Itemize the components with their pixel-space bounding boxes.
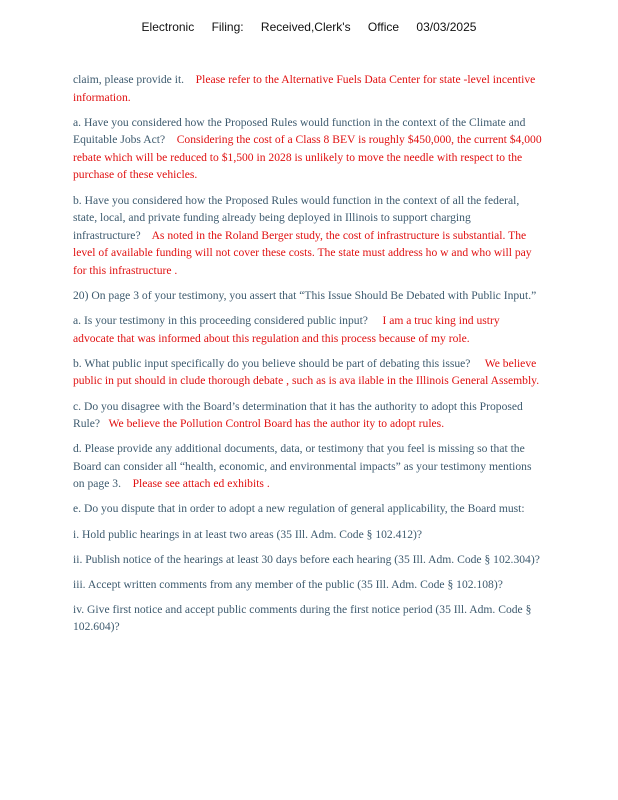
- question-text: i. Hold public hearings in at least two areas (35 Ill. Adm. Code § 102.412)?: [73, 527, 423, 541]
- paragraph-q-a-cejacontext: [73, 114, 543, 184]
- question-text: d. Please provide any additional documents, data, or testimony that you feel is missing so that the Board can consider all “health, economic, and environmental impacts” as your testimony mentions on page 3.: [73, 442, 532, 491]
- answer-text: Considering the cost of a Class 8 BEV is roughly $450,000, the current $4,000 rebate which will be reduced to $1,500 in 2028 is unlikely to move the needle with respect to the purchase of these vehicles.: [73, 133, 542, 182]
- answer-text: Please see attach ed exhibits .: [132, 477, 270, 491]
- paragraph-q-20e-ii: [73, 551, 543, 569]
- question-text: 20) On page 3 of your testimony, you assert that “This Issue Should Be Debated with Public Input.”: [73, 289, 537, 303]
- answer-text: As noted in the Roland Berger study, the cost of infrastructure is substantial. The level of available funding will not cover these costs. The state must address ho w and who will pay for this infrastructure .: [73, 228, 532, 277]
- answer-text: I am a truc king ind ustry advocate that was informed about this regulation and this process because of my role.: [73, 314, 500, 345]
- paragraph-q-20e-iv: [73, 601, 543, 636]
- paragraph-q-20e-i: [73, 526, 543, 544]
- paragraph-q-20c: [73, 398, 543, 433]
- paragraph-q-b-funding: [73, 192, 543, 280]
- paragraph-q-20d: [73, 440, 543, 493]
- filing-header: [0, 20, 618, 34]
- question-text: iii. Accept written comments from any member of the public (35 Ill. Adm. Code § 102.108)?: [73, 577, 503, 591]
- answer-text: We believe the Pollution Control Board has the author ity to adopt rules.: [108, 417, 445, 431]
- header-office: Office: [367, 20, 400, 34]
- answer-text: Please refer to the Alternative Fuels Data Center for state -level incentive information.: [73, 73, 536, 104]
- document-body: [73, 71, 543, 644]
- paragraph-q-20a: [73, 312, 543, 347]
- paragraph-claim: [73, 71, 543, 106]
- paragraph-q-20b: [73, 355, 543, 390]
- question-text: claim, please provide it.: [73, 73, 185, 86]
- answer-text: We believe public in put should in clude thorough debate , such as is ava ilable in the Illinois General Assembly.: [73, 356, 540, 388]
- header-filing: Filing:: [211, 20, 244, 34]
- question-text: a. Have you considered how the Proposed Rules would function in the context of the Climate and Equitable Jobs Act?: [73, 115, 526, 147]
- question-text: b. What public input specifically do you believe should be part of debating this issue?: [73, 356, 471, 370]
- question-text: b. Have you considered how the Proposed Rules would function in the context of all the federal, state, local, and private funding already being deployed in Illinois to support charging infrastructure?: [73, 193, 520, 242]
- paragraph-q-20: [73, 287, 543, 305]
- paragraph-q-20e: [73, 500, 543, 518]
- question-text: a. Is your testimony in this proceeding considered public input?: [73, 314, 368, 328]
- question-text: ii. Publish notice of the hearings at least 30 days before each hearing (35 Ill. Adm. Code § 102.304)?: [73, 552, 540, 566]
- header-date: 03/03/2025: [416, 20, 477, 34]
- question-text: e. Do you dispute that in order to adopt a new regulation of general applicability, the Board must:: [73, 502, 525, 516]
- paragraph-q-20e-iii: [73, 576, 543, 594]
- header-received-clerks: Received,Clerk's: [260, 20, 351, 34]
- question-text: iv. Give first notice and accept public comments during the first notice period (35 Ill. Adm. Code § 102.604)?: [73, 602, 532, 634]
- question-text: c. Do you disagree with the Board’s determination that it has the authority to adopt this Proposed Rule?: [73, 399, 523, 431]
- header-electronic: Electronic: [141, 20, 195, 34]
